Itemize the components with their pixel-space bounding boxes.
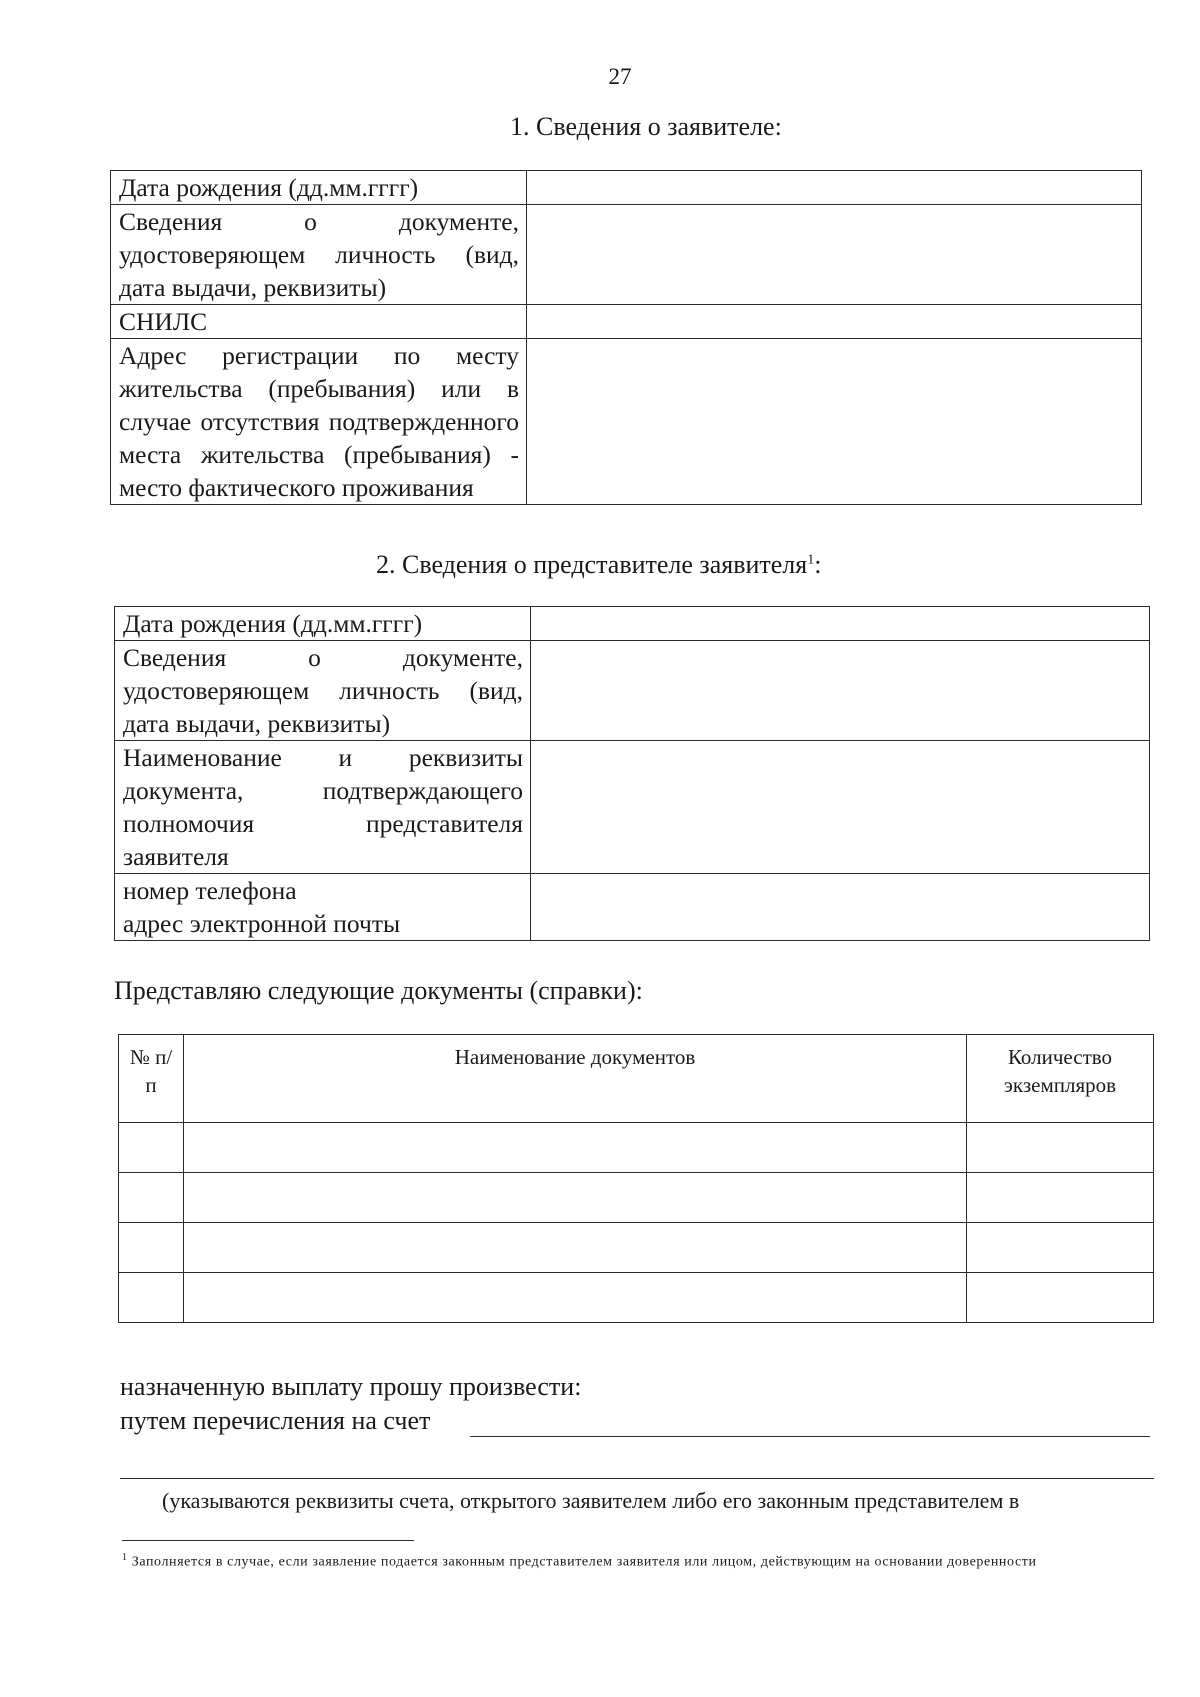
applicant-snils-label: СНИЛС (111, 305, 527, 339)
applicant-id-document-field[interactable] (527, 205, 1142, 305)
documents-table-header (119, 1035, 1154, 1123)
document-number-cell[interactable] (119, 1123, 184, 1173)
representative-info-table (114, 606, 1150, 941)
document-name-cell[interactable] (184, 1223, 967, 1273)
section-2-title-suffix: : (814, 550, 822, 579)
account-details-line[interactable] (120, 1448, 1154, 1479)
payment-instruction-line: назначенную выплату прошу произвести: (120, 1372, 582, 1401)
applicant-birthdate-field[interactable] (527, 171, 1142, 205)
document-name-cell[interactable] (184, 1123, 967, 1173)
footnote-mark: 1 (122, 1552, 128, 1563)
applicant-id-document-label: Сведения о документе, удостоверяющем личность (вид, дата выдачи, реквизиты) (111, 205, 527, 305)
documents-table (118, 1034, 1154, 1323)
document-name-cell[interactable] (184, 1273, 967, 1323)
representative-row-contacts (115, 874, 1150, 941)
representative-authority-document-label: Наименование и реквизиты документа, подтверждающего полномочия представителя заявителя (115, 741, 531, 874)
documents-intro: Представляю следующие документы (справки): (114, 976, 643, 1005)
document-number-cell[interactable] (119, 1173, 184, 1223)
document-count-cell[interactable] (967, 1123, 1154, 1173)
document-name-cell[interactable] (184, 1173, 967, 1223)
applicant-row-snils (111, 305, 1142, 339)
representative-row-id-document (115, 641, 1150, 741)
applicant-row-id-document (111, 205, 1142, 305)
applicant-birthdate-label: Дата рождения (дд.мм.гггг) (111, 171, 527, 205)
applicant-address-label: Адрес регистрации по месту жительства (пребывания) или в случае отсутствия подтвержденного места жительства (пребывания) - место фактического проживания (111, 339, 527, 505)
representative-id-document-label: Сведения о документе, удостоверяющем личность (вид, дата выдачи, реквизиты) (115, 641, 531, 741)
applicant-row-birthdate (111, 171, 1142, 205)
footnote (122, 1548, 1158, 1573)
applicant-row-address (111, 339, 1142, 505)
document-number-cell[interactable] (119, 1273, 184, 1323)
header-copies-count: Количество экземпляров (967, 1035, 1154, 1123)
representative-contacts-label: номер телефона адрес электронной почты (115, 874, 531, 941)
footnote-text: Заполняется в случае, если заявление подается законным представителем заявителя или лицом, действующим на основании доверенности (131, 1554, 1037, 1570)
representative-id-document-field[interactable] (531, 641, 1150, 741)
payment-method-line: путем перечисления на счет (120, 1406, 431, 1435)
document-number-cell[interactable] (119, 1223, 184, 1273)
representative-row-birthdate (115, 607, 1150, 641)
applicant-info-table (110, 170, 1142, 505)
document-count-cell[interactable] (967, 1273, 1154, 1323)
representative-authority-document-field[interactable] (531, 741, 1150, 874)
section-2-title-text: 2. Сведения о представителе заявителя (376, 550, 808, 579)
applicant-address-field[interactable] (527, 339, 1142, 505)
document-count-cell[interactable] (967, 1173, 1154, 1223)
page-number: 27 (608, 64, 632, 89)
representative-birthdate-label: Дата рождения (дд.мм.гггг) (115, 607, 531, 641)
applicant-snils-field[interactable] (527, 305, 1142, 339)
section-2-title (376, 550, 821, 580)
document-count-cell[interactable] (967, 1223, 1154, 1273)
table-row (119, 1273, 1154, 1323)
footnote-separator (122, 1540, 414, 1541)
table-row (119, 1223, 1154, 1273)
representative-birthdate-field[interactable] (531, 607, 1150, 641)
section-1-title: 1. Сведения о заявителе: (510, 112, 782, 141)
representative-contacts-field[interactable] (531, 874, 1150, 941)
account-number-field[interactable] (470, 1405, 1150, 1437)
account-details-hint: (указываются реквизиты счета, открытого заявителем либо его законным представителем в (162, 1488, 1020, 1513)
table-row (119, 1173, 1154, 1223)
header-document-name: Наименование документов (184, 1035, 967, 1123)
table-row (119, 1123, 1154, 1173)
footnote-reference: 1 (807, 552, 815, 568)
representative-row-authority-document (115, 741, 1150, 874)
header-number: № п/п (119, 1035, 184, 1123)
